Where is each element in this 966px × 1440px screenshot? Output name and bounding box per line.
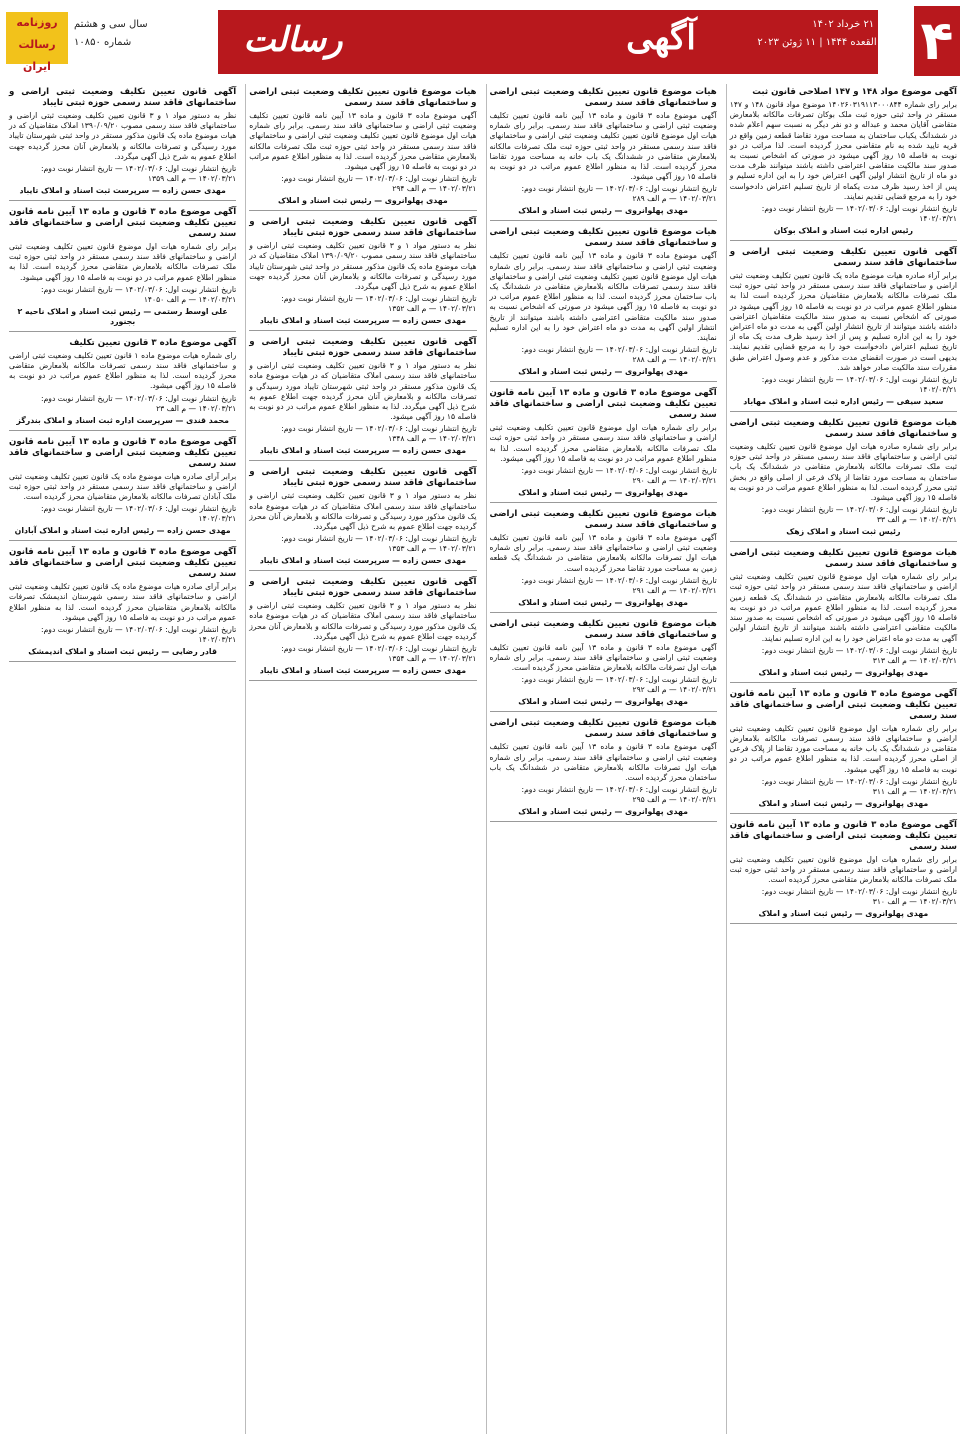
notice-signature: مهدی حسن زاده — سرپرست ثبت اسناد و املاک تایباد xyxy=(259,316,467,326)
notice-ad xyxy=(249,574,476,681)
notice-ad xyxy=(9,434,236,542)
notice-signature: محمد قندی — سرپرست اداره ثبت اسناد و املاک بندرگز xyxy=(16,415,229,425)
notice-title: آگهی قانون تعیین تکلیف وضعیت ثبتی اراضی و ساختمانهای فاقد سند رسمی حوزه ثبتی تایباد xyxy=(249,217,477,239)
notice-ad xyxy=(730,686,957,814)
notice-dates: تاریخ انتشار نوبت اول: ۱۴۰۲/۰۳/۰۶ — تاریخ انتشار نوبت دوم: ۱۴۰۲/۰۳/۲۱ xyxy=(41,625,237,645)
notice-signature: مهدی پهلوانروی — رئیس ثبت اسناد و املاک xyxy=(758,667,929,677)
notice-signature: مهدی حسن زاده — رئیس اداره ثبت اسناد و املاک آبادان xyxy=(14,526,231,536)
notice-dates: تاریخ انتشار نوبت اول: ۱۴۰۲/۰۳/۰۶ — تاریخ انتشار نوبت دوم: ۱۴۰۲/۰۳/۲۱ — م الف ۱۳۵۳ xyxy=(281,534,477,554)
notice-body: برابر آرای صادره هیات موضوع ماده یک قانون تعیین تکلیف وضعیت ثبتی اراضی و ساختمانهای فاقد سند رسمی شهرستان اندیمشک تصرفات مالکانه بلامعارض متقاضیان محرز گردیده است. لذا به منظور اطلاع عموم مراتب در دو نوبت به فاصله ۱۵ روز آگهی میشود. xyxy=(9,582,237,622)
notice-ad xyxy=(249,214,476,331)
notice-signature: مهدی پهلوانروی — رئیس ثبت اسناد و املاک xyxy=(518,367,688,377)
notice-title: هیات موضوع قانون تعیین تکلیف وضعیت ثبتی اراضی و ساختمانهای فاقد سند رسمی xyxy=(489,618,717,640)
notice-body: برابر رای شماره ۱۴۰۲۶۰۳۱۹۱۱۳۰۰۰۸۴۴ موضوع مواد قانون ۱۴۸ و ۱۴۷ مستقر در واحد ثبتی حوزه ثبت ملک بوکان تصرفات مالکانه بلامعارض متقاضی آقایان محمد و عبداله و دو نفر دیگر به نسبت سهم اعلام شده در ششدانگ یکباب ساختمان به مساحت مورد تقاضا قطعه زمین واقع در قریه تایید شده به نام متقاضی محرز گردیده است. لذا مراتب در دو نوبت به فاصله ۱۵ روز آگهی میشود در صورتی که اشخاص نسبت به صدور سند مالکیت متقاضی اعتراضی داشته باشند میتوانند ظرف مدت دو ماه از تاریخ انتشار اولین آگهی اعتراض خود را به این اداره تسلیم و پس از اخذ رسید ظرف مدت یکماه از تاریخ تسلیم اعتراض دادخواست خود را به مرجع قضایی تقدیم نمایند. xyxy=(729,100,957,201)
notice-body: آگهی موضوع ماده ۳ قانون و ماده ۱۳ آیین نامه قانون تعیین تکلیف وضعیت ثبتی اراضی و ساختمانهای فاقد سند رسمی. برابر رای شماره هیات اول موضوع قانون تعیین تکلیف وضعیت ثبتی اراضی و ساختمانهای فاقد سند رسمی مستقر در واحد ثبتی حوزه ثبت ملک تصرفات مالکانه بلامعارض متقاضی محرز گردیده است. لذا به منظور اطلاع عموم مراتب در دو نوبت به فاصله ۱۵ روز آگهی میشود. xyxy=(249,111,477,172)
notice-signature: رئیس ثبت اسناد و املاک زهک xyxy=(786,527,901,537)
issue-label: شماره ۱۰۸۵۰ xyxy=(74,37,132,48)
edition-info xyxy=(74,16,214,52)
ad-column xyxy=(726,84,960,1434)
issue-dates xyxy=(706,16,906,52)
notice-signature: مهدی پهلوانروی — رئیس ثبت اسناد و املاک xyxy=(278,196,448,206)
brand-logo: روزنامه رسالت ایران xyxy=(6,12,68,64)
notice-dates: تاریخ انتشار نوبت اول: ۱۴۰۲/۰۳/۰۶ — تاریخ انتشار نوبت دوم: ۱۴۰۲/۰۳/۲۱ — م الف ۲۹۴ xyxy=(281,174,477,194)
year-label: سال سی و هشتم xyxy=(74,19,148,30)
notice-title: آگهی موضوع ماده ۳ قانون و ماده ۱۳ آیین نامه قانون تعیین تکلیف وضعیت ثبتی اراضی و ساختمانهای فاقد سند رسمی xyxy=(9,436,237,469)
notice-dates: تاریخ انتشار نوبت اول: ۱۴۰۲/۰۳/۰۶ — تاریخ انتشار نوبت دوم: ۱۴۰۲/۰۳/۲۱ xyxy=(761,204,957,224)
notice-signature: مهدی پهلوانروی — رئیس ثبت اسناد و املاک xyxy=(518,206,688,216)
notice-dates: تاریخ انتشار نوبت اول: ۱۴۰۲/۰۳/۰۶ — تاریخ انتشار نوبت دوم: ۱۴۰۲/۰۳/۲۱ — م الف ۳۱۱ xyxy=(761,776,957,796)
notice-body: آگهی موضوع ماده ۳ قانون و ماده ۱۳ آیین نامه قانون تعیین تکلیف وضعیت ثبتی اراضی و ساختمانهای فاقد سند رسمی. برابر رای شماره هیات اول موضوع قانون تعیین تکلیف وضعیت ثبتی اراضی و ساختمانهای فاقد سند رسمی تصرفات مالکانه بلامعارض متقاضی در ششدانگ یک باب ساختمان محرز گردیده است. لذا به منظور اطلاع عموم مراتب در دو نوبت به فاصله ۱۵ روز آگهی میشود در صورتی که اشخاص نسبت به صدور سند مالکیت متقاضی اعتراضی داشته باشند میتوانند از تاریخ انتشار اولین آگهی به مدت دو ماه اعتراض خود را به این اداره تسلیم نمایند. xyxy=(489,251,717,343)
notice-body: برابر آراء صادره هیات موضوع ماده یک قانون تعیین تکلیف وضعیت ثبتی اراضی و ساختمانهای فاقد سند رسمی مستقر در واحد ثبتی حوزه ثبت ملک تصرفات مالکانه بلامعارض متقاضیان محرز گردیده است لذا به منظور اطلاع عموم مراتب در دو نوبت به فاصله ۱۵ روز آگهی میشود در صورتی که اشخاص نسبت به صدور سند مالکیت متقاضیان اعتراضی داشته باشند میتوانند از تاریخ انتشار اولین آگهی به مدت دو ماه اعتراض خود را به این اداره تسلیم و پس از اخذ رسید ظرف مدت یک ماه از تاریخ تسلیم اعتراض دادخواست خود را به مرجع قضایی تقدیم نمایند. بدیهی است در صورت انقضای مدت مذکور و عدم وصول اعتراض طبق مقررات سند مالکیت صادر خواهد شد. xyxy=(729,271,957,372)
date-other: ۲۲ ذی القعده ۱۴۴۴ | ۱۱ ژوئن ۲۰۲۳ xyxy=(757,37,906,48)
notice-ad xyxy=(730,244,957,412)
notice-signature: رئیس اداره ثبت اسناد و املاک بوکان xyxy=(773,226,914,236)
notice-title: آگهی موضوع ماده ۳ قانون و ماده ۱۳ آیین نامه قانون تعیین تکلیف وضعیت ثبتی اراضی و ساختمانهای فاقد سند رسمی xyxy=(9,547,237,580)
notice-ad xyxy=(490,506,717,613)
notice-signature: علی اوسط رستمی — رئیس ثبت اسناد و املاک ناحیه ۲ بجنورد xyxy=(17,306,228,326)
notice-signature: قادر رضایی — رئیس ثبت اسناد و املاک اندیمشک xyxy=(28,647,217,657)
notice-ad xyxy=(490,715,717,822)
notice-dates: تاریخ انتشار نوبت اول: ۱۴۰۲/۰۳/۰۶ — تاریخ انتشار نوبت دوم: ۱۴۰۲/۰۳/۲۱ — م الف ۲۸۸ xyxy=(521,345,717,365)
notice-title: آگهی قانون تعیین تکلیف وضعیت ثبتی اراضی و ساختمانهای فاقد سند رسمی حوزه ثبتی تایباد xyxy=(249,337,477,359)
notice-ad xyxy=(490,385,717,503)
ad-column xyxy=(486,84,720,1434)
notice-signature: مهدی پهلوانروی — رئیس ثبت اسناد و املاک xyxy=(518,488,688,498)
notice-dates: تاریخ انتشار نوبت اول: ۱۴۰۲/۰۳/۰۶ — تاریخ انتشار نوبت دوم: ۱۴۰۲/۰۳/۲۱ — م الف ۱۳۵۲ xyxy=(281,294,477,314)
notice-title: آگهی قانون تعیین تکلیف وضعیت ثبتی اراضی و ساختمانهای فاقد سند رسمی xyxy=(729,247,957,269)
notice-ad xyxy=(249,464,476,571)
notice-title: هیات موضوع قانون تعیین تکلیف وضعیت ثبتی اراضی و ساختمانهای فاقد سند رسمی xyxy=(249,87,477,108)
notice-signature: مهدی پهلوانروی — رئیس ثبت اسناد و املاک xyxy=(518,597,688,607)
notice-ad xyxy=(730,415,957,542)
notice-body: رای شماره هیات موضوع ماده ۱ قانون تعیین تکلیف وضعیت ثبتی اراضی و ساختمانهای فاقد سند رسمی تصرفات مالکانه بلامعارض متقاضی محرز گردیده است. لذا به منظور اطلاع عموم مراتب در دو نوبت به فاصله ۱۵ روز آگهی میشود. xyxy=(9,350,237,391)
notice-dates: تاریخ انتشار نوبت اول: ۱۴۰۲/۰۳/۰۶ — تاریخ انتشار نوبت دوم: ۱۴۰۲/۰۳/۲۱ xyxy=(761,375,957,395)
notice-dates: تاریخ انتشار نوبت اول: ۱۴۰۲/۰۳/۰۶ — تاریخ انتشار نوبت دوم: ۱۴۰۲/۰۳/۲۱ — م الف ۱۴۰۵۰ xyxy=(41,284,237,304)
notice-title: آگهی موضوع ماده ۳ قانون و ماده ۱۳ آیین نامه قانون تعیین تکلیف وضعیت ثبتی اراضی و ساختمانهای فاقد سند رسمی xyxy=(9,207,237,240)
notice-dates: تاریخ انتشار نوبت اول: ۱۴۰۲/۰۳/۰۶ — تاریخ انتشار نوبت دوم: ۱۴۰۲/۰۳/۲۱ — م الف ۱۳۵۹ xyxy=(41,164,237,184)
notice-ad xyxy=(9,544,236,662)
notice-title: هیات موضوع قانون تعیین تکلیف وضعیت ثبتی اراضی و ساختمانهای فاقد سند رسمی xyxy=(729,548,957,570)
ad-column xyxy=(245,84,479,1434)
notice-ad xyxy=(730,84,957,241)
notice-body: برابر رای شماره هیات اول موضوع قانون تعیین تکلیف وضعیت ثبتی اراضی و ساختمانهای فاقد سند رسمی مستقر در واحد ثبتی حوزه ثبت ملک تصرفات مالکانه بلامعارض متقاضی در ششدانگ یک قطعه زمین محرز گردیده است. لذا به منظور اطلاع عموم مراتب در دو نوبت به فاصله ۱۵ روز آگهی میشود در صورتی که اشخاص نسبت به صدور سند مالکیت متقاضی اعتراضی داشته باشند میتوانند از تاریخ انتشار اولین آگهی به مدت دو ماه اعتراض خود را به این اداره تسلیم نمایند. xyxy=(729,572,957,643)
section-title: آگهی xyxy=(626,18,696,58)
notice-signature: سعید سیفی — رئیس اداره ثبت اسناد و املاک مهاباد xyxy=(743,397,944,407)
notice-title: آگهی موضوع ماده ۳ قانون و ماده ۱۳ آیین نامه قانون تعیین تکلیف وضعیت ثبتی اراضی و ساختمانهای فاقد سند رسمی xyxy=(489,388,717,421)
notice-signature: مهدی پهلوانروی — رئیس ثبت اسناد و املاک xyxy=(758,798,929,808)
notice-signature: مهدی حسن زاده — سرپرست ثبت اسناد و املاک تایباد xyxy=(259,556,467,566)
notice-title: آگهی قانون تعیین تکلیف وضعیت ثبتی اراضی و ساختمانهای فاقد سند رسمی حوزه ثبتی تایباد xyxy=(9,87,237,108)
notice-dates: تاریخ انتشار نوبت اول: ۱۴۰۲/۰۳/۰۶ — تاریخ انتشار نوبت دوم: ۱۴۰۲/۰۳/۲۱ — م الف ۲۹۲ xyxy=(521,675,717,695)
notice-signature: مهدی پهلوانروی — رئیس ثبت اسناد و املاک xyxy=(518,697,688,707)
notice-dates: تاریخ انتشار نوبت اول: ۱۴۰۲/۰۳/۰۶ — تاریخ انتشار نوبت دوم: ۱۴۰۲/۰۳/۲۱ xyxy=(41,504,237,524)
notice-body: نظر به دستور مواد ۱ و ۳ قانون تعیین تکلیف وضعیت ثبتی اراضی و ساختمانهای فاقد سند رسمی املاک متقاضیان که در هیات موضوع ماده یک قانون مذکور مورد رسیدگی و تصرفات مالکانه و بلامعارض آنان محرز گردیده جهت اطلاع عموم به شرح ذیل آگهی میگردد. xyxy=(249,491,477,532)
notice-dates: تاریخ انتشار نوبت اول: ۱۴۰۲/۰۳/۰۶ — تاریخ انتشار نوبت دوم: ۱۴۰۲/۰۳/۲۱ — م الف ۱۳۴۸ xyxy=(281,424,477,444)
notice-ad xyxy=(730,545,957,682)
date-shamsi: یکشنبه ۲۱ خرداد ۱۴۰۲ xyxy=(812,19,906,30)
notice-signature: مهدی حسن زاده — سرپرست ثبت اسناد و املاک تایباد xyxy=(259,446,467,456)
notice-body: آگهی موضوع ماده ۳ قانون و ماده ۱۳ آیین نامه قانون تعیین تکلیف وضعیت ثبتی اراضی و ساختمانهای فاقد سند رسمی. برابر رای شماره هیات اول تصرفات مالکانه بلامعارض متقاضی در ششدانگ یک قطعه زمین به مساحت مورد تقاضا محرز گردیده است. xyxy=(489,533,717,573)
notice-body: برابر رای شماره هیات اول موضوع قانون تعیین تکلیف وضعیت ثبتی اراضی و ساختمانهای فاقد سند رسمی مستقر در واحد ثبتی حوزه ثبت ملک تصرفات مالکانه بلامعارض متقاضی محرز گردیده است. لذا به منظور اطلاع عموم مراتب در دو نوبت به فاصله ۱۵ روز آگهی میشود. xyxy=(9,242,237,282)
notice-ad xyxy=(9,84,236,201)
page-header xyxy=(0,0,966,82)
notice-body: نظر به دستور مواد ۱ و ۳ قانون تعیین تکلیف وضعیت ثبتی اراضی و ساختمانهای فاقد سند رسمی مصوب ۱۳۹۰/۰۹/۲۰ املاک متقاضیان که در هیات موضوع ماده یک قانون مذکور مستقر در واحد ثبتی شهرستان تایباد مورد رسیدگی و تصرفات مالکانه و بلامعارض آنان محرز گردیده جهت اطلاع عموم به شرح ذیل آگهی میگردد. xyxy=(249,241,477,292)
notice-body: برابر رای شماره هیات اول موضوع قانون تعیین تکلیف وضعیت ثبتی اراضی و ساختمانهای فاقد سند رسمی مستقر در واحد ثبتی حوزه ثبت ملک تصرفات مالکانه بلامعارض متقاضی محرز گردیده است. xyxy=(729,854,957,885)
notice-signature: مهدی پهلوانروی — رئیس ثبت اسناد و املاک xyxy=(758,909,929,919)
notice-dates: تاریخ انتشار نوبت اول: ۱۴۰۲/۰۳/۰۶ — تاریخ انتشار نوبت دوم: ۱۴۰۲/۰۳/۲۱ — م الف ۲۸۹ xyxy=(521,184,717,204)
ad-columns xyxy=(6,84,960,1434)
ad-column xyxy=(6,84,239,1434)
notice-title: آگهی قانون تعیین تکلیف وضعیت ثبتی اراضی و ساختمانهای فاقد سند رسمی حوزه ثبتی تایباد xyxy=(249,577,477,599)
notice-dates: تاریخ انتشار نوبت اول: ۱۴۰۲/۰۳/۰۶ — تاریخ انتشار نوبت دوم: ۱۴۰۲/۰۳/۲۱ — م الف ۲۳ xyxy=(41,393,237,413)
notice-ad xyxy=(490,224,717,382)
notice-ad xyxy=(249,84,476,211)
notice-ad xyxy=(490,84,717,221)
notice-body: آگهی موضوع ماده ۳ قانون و ماده ۱۳ آیین نامه قانون تعیین تکلیف وضعیت ثبتی اراضی و ساختمانهای فاقد سند رسمی. برابر رای شماره هیات اول تصرفات مالکانه بلامعارض متقاضی محرز گردیده است. xyxy=(489,642,717,673)
newspaper-logo: رسالت xyxy=(243,20,343,60)
notice-title: آگهی موضوع ماده ۳ قانون و ماده ۱۳ آیین نامه قانون تعیین تکلیف وضعیت ثبتی اراضی و ساختمانهای فاقد سند رسمی xyxy=(729,688,957,721)
notice-body: آگهی موضوع ماده ۳ قانون و ماده ۱۳ آیین نامه قانون تعیین تکلیف وضعیت ثبتی اراضی و ساختمانهای فاقد سند رسمی. برابر رای شماره هیات اول تصرفات مالکانه بلامعارض متقاضی در ششدانگ یک باب ساختمان محرز گردیده است. xyxy=(489,742,717,783)
notice-title: آگهی موضوع ماده ۳ قانون تعیین تکلیف xyxy=(69,337,237,348)
page-number: ۴ xyxy=(914,6,960,76)
notice-title: هیات موضوع قانون تعیین تکلیف وضعیت ثبتی اراضی و ساختمانهای فاقد سند رسمی xyxy=(489,718,717,740)
notice-body: نظر به دستور مواد ۱ و ۳ قانون تعیین تکلیف وضعیت ثبتی اراضی و ساختمانهای فاقد سند رسمی مصوب ۱۳۹۰/۰۹/۲۰ املاک متقاضیان که در هیات موضوع ماده یک قانون مذکور مستقر در واحد ثبتی شهرستان تایباد مورد رسیدگی و تصرفات مالکانه و بلامعارض آنان محرز گردیده جهت اطلاع عموم به شرح ذیل آگهی میگردد. xyxy=(9,111,237,161)
notice-body: برابر آرای صادره هیات موضوع ماده یک قانون تعیین تکلیف وضعیت ثبتی اراضی و ساختمانهای فاقد سند رسمی مستقر در واحد ثبتی حوزه ثبت ملک آبادان تصرفات مالکانه بلامعارض متقاضیان محرز گردیده است. xyxy=(9,471,237,502)
notice-title: آگهی موضوع مواد ۱۴۸ و ۱۴۷ اصلاحی قانون ثبت xyxy=(752,87,957,97)
notice-body: برابر رای شماره صادره هیات اول موضوع قانون تعیین تکلیف وضعیت ثبتی اراضی و ساختمانهای فاقد سند رسمی مستقر در واحد ثبتی حوزه ثبت ملک تصرفات مالکانه بلامعارض متقاضی در ششدانگ یک باب ساختمان به مساحت مورد تقاضا از پلاک فرعی از اصلی واقع در بخش ثبتی محرز گردیده است. لذا به منظور اطلاع عموم مراتب در دو نوبت به فاصله ۱۵ روز آگهی میشود. xyxy=(729,442,957,503)
notice-body: نظر به دستور مواد ۱ و ۳ قانون تعیین تکلیف وضعیت ثبتی اراضی و ساختمانهای فاقد سند رسمی املاک متقاضیان که در هیات موضوع ماده یک قانون مذکور مستقر در واحد ثبتی شهرستان تایباد مورد رسیدگی و تصرفات مالکانه و بلامعارض آنان محرز گردیده جهت اطلاع عموم به شرح ذیل آگهی میگردد. لذا به منظور اطلاع عموم مراتب در دو نوبت به فاصله ۱۵ روز آگهی میشود. xyxy=(249,361,477,422)
notice-title: هیات موضوع قانون تعیین تکلیف وضعیت ثبتی اراضی و ساختمانهای فاقد سند رسمی xyxy=(489,227,717,249)
notice-signature: مهدی حسن زاده — سرپرست ثبت اسناد و املاک تایباد xyxy=(259,666,467,676)
notice-dates: تاریخ انتشار نوبت اول: ۱۴۰۲/۰۳/۰۶ — تاریخ انتشار نوبت دوم: ۱۴۰۲/۰۳/۲۱ — م الف ۲۹۱ xyxy=(521,575,717,595)
notice-ad xyxy=(730,817,957,925)
notice-ad xyxy=(490,616,717,713)
notice-dates: تاریخ انتشار نوبت اول: ۱۴۰۲/۰۳/۰۶ — تاریخ انتشار نوبت دوم: ۱۴۰۲/۰۳/۲۱ — م الف ۳۱۰ xyxy=(761,887,957,907)
notice-title: آگهی موضوع ماده ۳ قانون و ماده ۱۳ آیین نامه قانون تعیین تکلیف وضعیت ثبتی اراضی و ساختمانهای فاقد سند رسمی xyxy=(729,819,957,852)
notice-signature: مهدی پهلوانروی — رئیس ثبت اسناد و املاک xyxy=(518,807,688,817)
notice-dates: تاریخ انتشار نوبت اول: ۱۴۰۲/۰۳/۰۶ — تاریخ انتشار نوبت دوم: ۱۴۰۲/۰۳/۲۱ — م الف ۲۹۰ xyxy=(521,466,717,486)
notice-body: نظر به دستور مواد ۱ و ۳ قانون تعیین تکلیف وضعیت ثبتی اراضی و ساختمانهای فاقد سند رسمی املاک متقاضیان که در هیات موضوع ماده یک قانون مذکور مورد رسیدگی و تصرفات مالکانه و بلامعارض آنان محرز گردیده جهت اطلاع عموم به شرح ذیل آگهی میگردد. xyxy=(249,601,477,641)
notice-dates: تاریخ انتشار نوبت اول: ۱۴۰۲/۰۳/۰۶ — تاریخ انتشار نوبت دوم: ۱۴۰۲/۰۳/۲۱ — م الف ۲۹۵ xyxy=(521,785,717,805)
notice-ad xyxy=(9,204,236,332)
notice-ad xyxy=(9,335,236,431)
notice-ad xyxy=(249,334,476,461)
notice-title: آگهی قانون تعیین تکلیف وضعیت ثبتی اراضی و ساختمانهای فاقد سند رسمی حوزه ثبتی تایباد xyxy=(249,467,477,489)
notice-body: برابر رای شماره هیات اول موضوع قانون تعیین تکلیف وضعیت ثبتی اراضی و ساختمانهای فاقد سند رسمی تصرفات مالکانه بلامعارض متقاضی در ششدانگ یک باب خانه به مساحت مورد تقاضا از پلاک فرعی از اصلی محرز گردیده است. لذا به منظور اطلاع عموم مراتب در دو نوبت به فاصله ۱۵ روز آگهی میشود. xyxy=(729,723,957,774)
notice-dates: تاریخ انتشار نوبت اول: ۱۴۰۲/۰۳/۰۶ — تاریخ انتشار نوبت دوم: ۱۴۰۲/۰۳/۲۱ — م الف ۳۱۳ xyxy=(761,645,957,665)
notice-signature: مهدی حسن زاده — سرپرست ثبت اسناد و املاک تایباد xyxy=(19,186,226,196)
notice-dates: تاریخ انتشار نوبت اول: ۱۴۰۲/۰۳/۰۶ — تاریخ انتشار نوبت دوم: ۱۴۰۲/۰۳/۲۱ — م الف ۳۳ xyxy=(761,505,957,525)
notice-body: آگهی موضوع ماده ۳ قانون و ماده ۱۳ آیین نامه قانون تعیین تکلیف وضعیت ثبتی اراضی و ساختمانهای فاقد سند رسمی. برابر رای شماره هیات اول موضوع قانون تعیین تکلیف وضعیت ثبتی اراضی و ساختمانهای فاقد سند رسمی مستقر در واحد ثبتی حوزه ثبت ملک تصرفات مالکانه بلامعارض متقاضی در ششدانگ یک باب خانه به مساحت مورد تقاضا محرز گردیده است. لذا به منظور اطلاع عموم مراتب در دو نوبت به فاصله ۱۵ روز آگهی میشود. xyxy=(489,111,717,182)
notice-title: هیات موضوع قانون تعیین تکلیف وضعیت ثبتی اراضی و ساختمانهای فاقد سند رسمی xyxy=(489,509,717,531)
notice-title: هیات موضوع قانون تعیین تکلیف وضعیت ثبتی اراضی و ساختمانهای فاقد سند رسمی xyxy=(489,87,717,108)
notice-body: برابر رای شماره هیات اول موضوع قانون تعیین تکلیف وضعیت ثبتی اراضی و ساختمانهای فاقد سند رسمی مستقر در واحد ثبتی حوزه ثبت ملک تصرفات مالکانه بلامعارض متقاضی محرز گردیده است. لذا به منظور اطلاع عموم مراتب در دو نوبت به فاصله ۱۵ روز آگهی میشود. xyxy=(489,423,717,463)
notice-dates: تاریخ انتشار نوبت اول: ۱۴۰۲/۰۳/۰۶ — تاریخ انتشار نوبت دوم: ۱۴۰۲/۰۳/۲۱ — م الف ۱۳۵۴ xyxy=(281,644,477,664)
notice-title: هیات موضوع قانون تعیین تکلیف وضعیت ثبتی اراضی و ساختمانهای فاقد سند رسمی xyxy=(729,418,957,440)
